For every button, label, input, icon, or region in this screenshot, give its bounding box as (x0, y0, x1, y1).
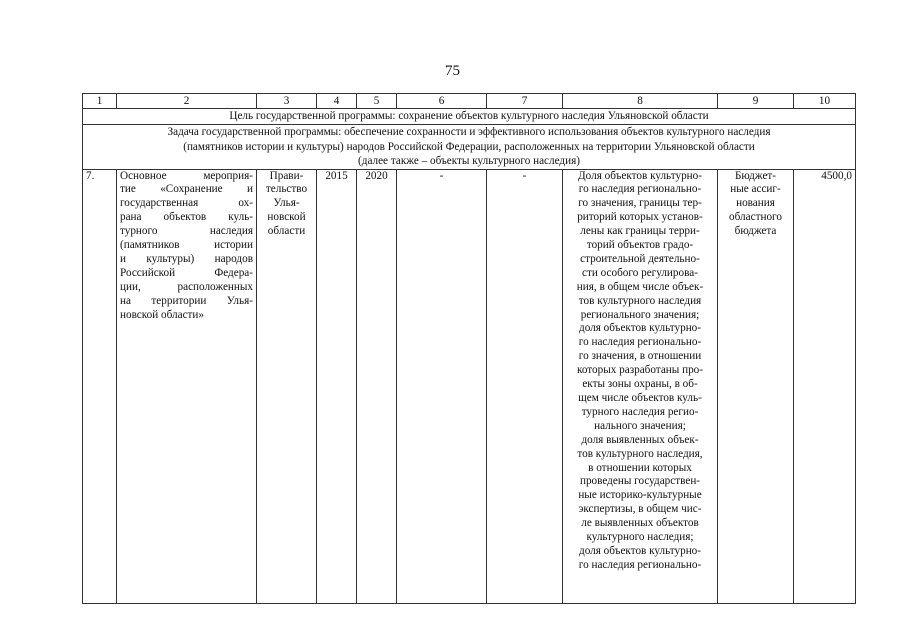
table-row (83, 169, 856, 603)
indicator-line: го значения, границы тер- (578, 197, 702, 210)
column-number: 6 (397, 94, 487, 109)
measure-line: на территории Улья- (120, 294, 253, 307)
indicator-line: доля объектов культурно- (579, 544, 701, 557)
measure-line: ции, расположенных (120, 280, 253, 293)
measure-line: (памятников истории (120, 239, 253, 252)
end-year: 2020 (365, 169, 388, 182)
column-number: 9 (718, 94, 794, 109)
row-number: 7. (86, 169, 95, 182)
funding-source-line: областного (729, 211, 782, 224)
indicator-line: доля объектов культурно- (579, 322, 701, 335)
task-line: (далее также – объекты культурного наследия) (358, 155, 580, 167)
measure-line: Российской Федера- (120, 266, 253, 279)
indicator-line: торий объектов градо- (586, 239, 694, 252)
funding-source-line: Бюджет- (734, 169, 777, 182)
indicators-text (566, 170, 714, 602)
column-7-value: - (522, 169, 527, 182)
column-number: 2 (117, 94, 257, 109)
end-year-cell (357, 169, 397, 603)
column-number: 3 (257, 94, 317, 109)
executor-cell (257, 169, 317, 603)
executor-text (260, 170, 313, 602)
indicator-line: Доля объектов культурно- (578, 169, 702, 182)
program-goal: Цель государственной программы: сохранение объектов культурного наследия Ульяновской области (83, 109, 856, 125)
executor-line: новской (267, 211, 306, 224)
funding-source-line: бюджета (734, 225, 777, 238)
indicator-line: в отношении которых (588, 461, 692, 474)
indicator-line: го значения, в отношении (578, 350, 702, 363)
indicator-line: ле выявленных объектов (581, 517, 699, 530)
funding-source-text (721, 170, 790, 602)
executor-line: области (267, 225, 306, 238)
column-number: 4 (317, 94, 357, 109)
start-year-cell (317, 169, 357, 603)
indicator-line: тов культурного наследия (578, 294, 702, 307)
indicator-line: строительной деятельно- (580, 252, 700, 265)
indicator-line: го наследия регионально- (578, 336, 702, 349)
amount-cell (794, 169, 856, 603)
task-line: (памятников истории и культуры) народов Российской Федерации, расположенных на территории Ульяновской области (183, 140, 755, 153)
measure-line: государственная ох- (120, 197, 253, 210)
indicator-line: тов культурного наследия, (577, 447, 703, 460)
indicator-line: риторий которых установ- (577, 211, 703, 224)
executor-line: Прави- (269, 169, 304, 182)
measure-line: турного наследия (120, 225, 253, 238)
indicator-line: доля выявленных объек- (581, 433, 699, 446)
task-row (83, 125, 856, 170)
start-year: 2015 (325, 169, 348, 182)
column-number: 7 (487, 94, 563, 109)
task-line: Задача государственной программы: обеспечение сохранности и эффективного использования объектов культурного наследия (167, 126, 771, 138)
measure-line: рана объектов куль- (120, 211, 253, 224)
column-number-row (83, 94, 856, 109)
indicator-line: го наследия регионально- (578, 558, 702, 571)
indicator-line: щем числе объектов куль- (578, 392, 702, 404)
funding-source-line: нования (736, 197, 775, 210)
executor-line: Улья- (273, 197, 300, 210)
indicator-line: турного наследия регио- (581, 405, 699, 418)
indicator-line: нального значения; (594, 419, 686, 432)
indicators-cell (563, 169, 718, 603)
indicator-line: го наследия регионально- (578, 183, 702, 196)
row-number-cell (83, 169, 117, 603)
amount: 4500,0 (821, 169, 852, 182)
measure-line: Основное мероприя- (120, 169, 253, 182)
goal-row (83, 109, 856, 125)
column-6-cell (397, 169, 487, 603)
funding-source-cell (718, 169, 794, 603)
measure-text (120, 170, 253, 602)
indicator-line: екты зоны охраны, в об- (582, 378, 698, 391)
indicator-line: проведены государствен- (579, 475, 701, 488)
program-task (83, 125, 856, 170)
column-number: 1 (83, 94, 117, 109)
indicator-line: регионального значения; (580, 308, 700, 321)
measure-line: и культуры) народов (120, 252, 253, 265)
indicator-line: сти особого регулирова- (582, 266, 698, 279)
column-6-value: - (439, 169, 444, 182)
column-7-cell (487, 169, 563, 603)
measure-line: новской области» (120, 308, 204, 321)
column-number: 5 (357, 94, 397, 109)
page-number: 75 (445, 63, 460, 79)
measure-line: тие «Сохранение и (120, 183, 253, 196)
indicator-line: ные историко-культурные (578, 489, 702, 502)
column-number: 10 (794, 94, 856, 109)
indicator-line: которых разработаны про- (576, 364, 704, 377)
funding-source-line: ные ассиг- (730, 183, 781, 196)
column-number: 8 (563, 94, 718, 109)
program-table (82, 93, 856, 604)
indicator-line: ния, в общем числе объек- (576, 280, 704, 293)
indicator-line: лены как границы терри- (580, 225, 700, 238)
measure-cell (117, 169, 257, 603)
executor-line: тельство (265, 183, 308, 196)
indicator-line: культурного наследия; (586, 531, 694, 544)
indicator-line: экспертизы, в общем чис- (578, 503, 702, 516)
